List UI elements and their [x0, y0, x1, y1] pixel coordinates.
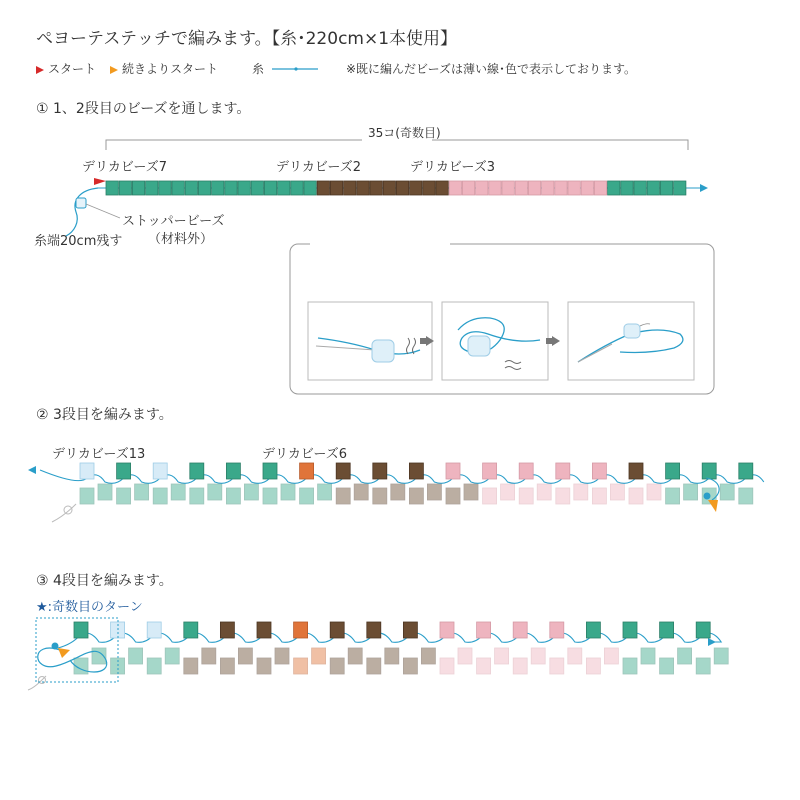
row4-bead	[550, 622, 564, 638]
row3-bead	[373, 463, 387, 479]
row1-bead	[555, 181, 567, 195]
row1-bead	[674, 181, 686, 195]
row3-bead	[421, 648, 435, 664]
count-bracket	[106, 140, 688, 150]
row1-bead	[208, 484, 222, 500]
step3-heading: ③ 4段目を編みます。	[36, 573, 173, 589]
row1-bead	[132, 181, 144, 195]
row3-bead	[226, 463, 240, 479]
row1-bead	[574, 484, 588, 500]
row3-bead	[629, 463, 643, 479]
row2-bead	[184, 658, 198, 674]
row1-bead	[537, 484, 551, 500]
row1-bead	[462, 181, 474, 195]
row1-bead	[198, 181, 210, 195]
stopper-label: ストッパービーズ	[122, 214, 225, 229]
row1-bead	[542, 181, 554, 195]
row3-bead	[568, 648, 582, 664]
row3-bead	[531, 648, 545, 664]
step1-heading: ① 1、2段目のビーズを通します。	[36, 101, 251, 117]
row3-end-knot	[704, 493, 711, 500]
row2-bead	[300, 488, 314, 504]
stopper-note: （材料外）	[148, 232, 214, 247]
row1-bead	[464, 484, 478, 500]
row3-bead	[446, 463, 460, 479]
odd-turn-label: ★:奇数目のターン	[36, 600, 143, 615]
row1-bead	[427, 484, 441, 500]
row1-bead	[225, 181, 237, 195]
row2-bead	[220, 658, 234, 674]
row1-bead	[278, 181, 290, 195]
row1-bead	[317, 181, 329, 195]
row3-bead	[702, 463, 716, 479]
row3-stopper-icon	[64, 506, 72, 514]
row1-bead	[581, 181, 593, 195]
row2-bead	[190, 488, 204, 504]
row1-bead	[621, 181, 633, 195]
row2-bead	[586, 658, 600, 674]
row1-bead	[106, 181, 118, 195]
row1-bead	[354, 484, 368, 500]
row4-bead	[74, 622, 88, 638]
row4-bead	[294, 622, 308, 638]
row3-bead	[117, 463, 131, 479]
row3-bead	[409, 463, 423, 479]
row2-bead	[483, 488, 497, 504]
row3-bead	[666, 463, 680, 479]
row1-bead	[159, 181, 171, 195]
legend-start: スタート	[36, 60, 96, 77]
row1-bead	[647, 484, 661, 500]
row1-bead	[502, 181, 514, 195]
row3-bead	[495, 648, 509, 664]
row2-bead	[629, 488, 643, 504]
row2-bead	[440, 658, 454, 674]
row1-bead	[281, 484, 295, 500]
row1-bead	[171, 484, 185, 500]
row1-bead	[98, 484, 112, 500]
row3-bead	[275, 648, 289, 664]
row1-bead	[410, 181, 422, 195]
row1-bead	[476, 181, 488, 195]
row2-bead	[446, 488, 460, 504]
row3-bead	[263, 463, 277, 479]
row1-bead	[264, 181, 276, 195]
page-title: ペヨーテステッチで編みます。【糸･220cm×1本使用】	[36, 29, 458, 49]
row2-bead	[513, 658, 527, 674]
row2-bead	[263, 488, 277, 504]
row3-bead	[190, 463, 204, 479]
row1-bead	[383, 181, 395, 195]
row4-arrow-icon	[708, 638, 716, 646]
row2-bead	[660, 658, 674, 674]
row3-bead	[458, 648, 472, 664]
row1-bead	[304, 181, 316, 195]
row1-bead	[489, 181, 501, 195]
row4-bead	[367, 622, 381, 638]
row3-bead	[678, 648, 692, 664]
row1-bead	[344, 181, 356, 195]
row4-bead	[220, 622, 234, 638]
row1-bead	[119, 181, 131, 195]
row3-beads	[28, 463, 764, 522]
row4-bead	[257, 622, 271, 638]
row1-bead	[251, 181, 263, 195]
row4-bead	[403, 622, 417, 638]
row3-bead	[739, 463, 753, 479]
row2-bead	[666, 488, 680, 504]
turn-knot	[52, 643, 59, 650]
row4-bead	[660, 622, 674, 638]
bead-label-delica6: デリカビーズ6	[262, 447, 347, 462]
row2-bead	[80, 488, 94, 504]
row3-bead	[312, 648, 326, 664]
stopper-explanation-box	[290, 236, 714, 394]
row3-bead	[336, 463, 350, 479]
row1-bead	[660, 181, 672, 195]
row3-bead	[80, 463, 94, 479]
row3-tail	[52, 504, 76, 522]
row4-bead	[184, 622, 198, 638]
row3-bead	[300, 463, 314, 479]
row4-bead	[477, 622, 491, 638]
legend-continue: 続きよりスタート	[110, 60, 218, 77]
bead-label-delica13: デリカビーズ13	[52, 447, 146, 462]
row3-bead	[348, 648, 362, 664]
legend-note: ※既に編んだビーズは薄い線･色で表示しております。	[346, 62, 637, 76]
row2-bead	[592, 488, 606, 504]
row3-bead	[238, 648, 252, 664]
row4-beads	[28, 622, 728, 690]
tail-label: 糸端20cm残す	[34, 234, 123, 249]
legend-thread: 糸	[252, 62, 265, 76]
row3-bead	[592, 463, 606, 479]
row1-bead	[594, 181, 606, 195]
turn-continue-arrow-icon	[58, 648, 70, 658]
row2-bead	[330, 658, 344, 674]
row1-bead	[370, 181, 382, 195]
legend-thread-icon	[272, 67, 318, 70]
row3-bead	[202, 648, 216, 664]
row2-bead	[623, 658, 637, 674]
row2-bead	[403, 658, 417, 674]
row3-bead	[165, 648, 179, 664]
row1-bead	[634, 181, 646, 195]
row4-bead	[513, 622, 527, 638]
row1-bead	[146, 181, 158, 195]
row4-bead	[623, 622, 637, 638]
row1-bead	[501, 484, 515, 500]
row3-bead	[641, 648, 655, 664]
row2-bead	[373, 488, 387, 504]
row3-thread	[40, 470, 764, 483]
row1-bead	[357, 181, 369, 195]
row3-bead	[385, 648, 399, 664]
row4-bead	[696, 622, 710, 638]
row1-bead	[449, 181, 461, 195]
row1-bead	[291, 181, 303, 195]
row3-bead	[129, 648, 143, 664]
row3-bead	[604, 648, 618, 664]
row4-bead	[586, 622, 600, 638]
row3-bead	[714, 648, 728, 664]
row1-bead	[318, 484, 332, 500]
row1-beads	[94, 178, 708, 195]
row2-bead	[257, 658, 271, 674]
row1-bead	[610, 484, 624, 500]
row1-bead	[391, 484, 405, 500]
row2-bead	[226, 488, 240, 504]
row2-bead	[550, 658, 564, 674]
row1-bead	[608, 181, 620, 195]
row2-bead	[294, 658, 308, 674]
row1-bead	[396, 181, 408, 195]
row1-bead	[684, 484, 698, 500]
step2-heading: ② 3段目を編みます。	[36, 407, 173, 423]
row1-bead	[528, 181, 540, 195]
row1-bead	[238, 181, 250, 195]
row3-bead	[153, 463, 167, 479]
row1-bead	[212, 181, 224, 195]
row4-bead	[330, 622, 344, 638]
row2-bead	[336, 488, 350, 504]
row2-bead	[409, 488, 423, 504]
row1-bead	[436, 181, 448, 195]
row1-bead	[515, 181, 527, 195]
row3-bead	[556, 463, 570, 479]
row1-thread-arrow-icon	[700, 184, 708, 192]
row3-arrow-icon	[28, 466, 36, 474]
row2-bead	[519, 488, 533, 504]
row2-bead	[367, 658, 381, 674]
row2-bead	[117, 488, 131, 504]
bead-label-delica7: デリカビーズ7	[82, 160, 167, 175]
row4-bead	[147, 622, 161, 638]
row2-bead	[147, 658, 161, 674]
start-arrow-icon	[94, 178, 106, 185]
row1-bead	[330, 181, 342, 195]
continue-arrow-icon	[708, 500, 718, 512]
row1-bead	[172, 181, 184, 195]
bead-label-delica2: デリカビーズ2	[276, 160, 361, 175]
row2-bead	[153, 488, 167, 504]
row3-bead	[519, 463, 533, 479]
row1-bead	[244, 484, 258, 500]
row4-bead	[440, 622, 454, 638]
row2-bead	[739, 488, 753, 504]
row2-bead	[556, 488, 570, 504]
row1-bead	[647, 181, 659, 195]
bead-label-delica3: デリカビーズ3	[410, 160, 495, 175]
row1-bead	[135, 484, 149, 500]
row3-bead	[483, 463, 497, 479]
row1-bead	[720, 484, 734, 500]
bead-count-label: 35コ(奇数目)	[368, 126, 441, 140]
row2-bead	[696, 658, 710, 674]
row1-bead	[423, 181, 435, 195]
row1-bead	[568, 181, 580, 195]
row2-bead	[477, 658, 491, 674]
row1-bead	[185, 181, 197, 195]
